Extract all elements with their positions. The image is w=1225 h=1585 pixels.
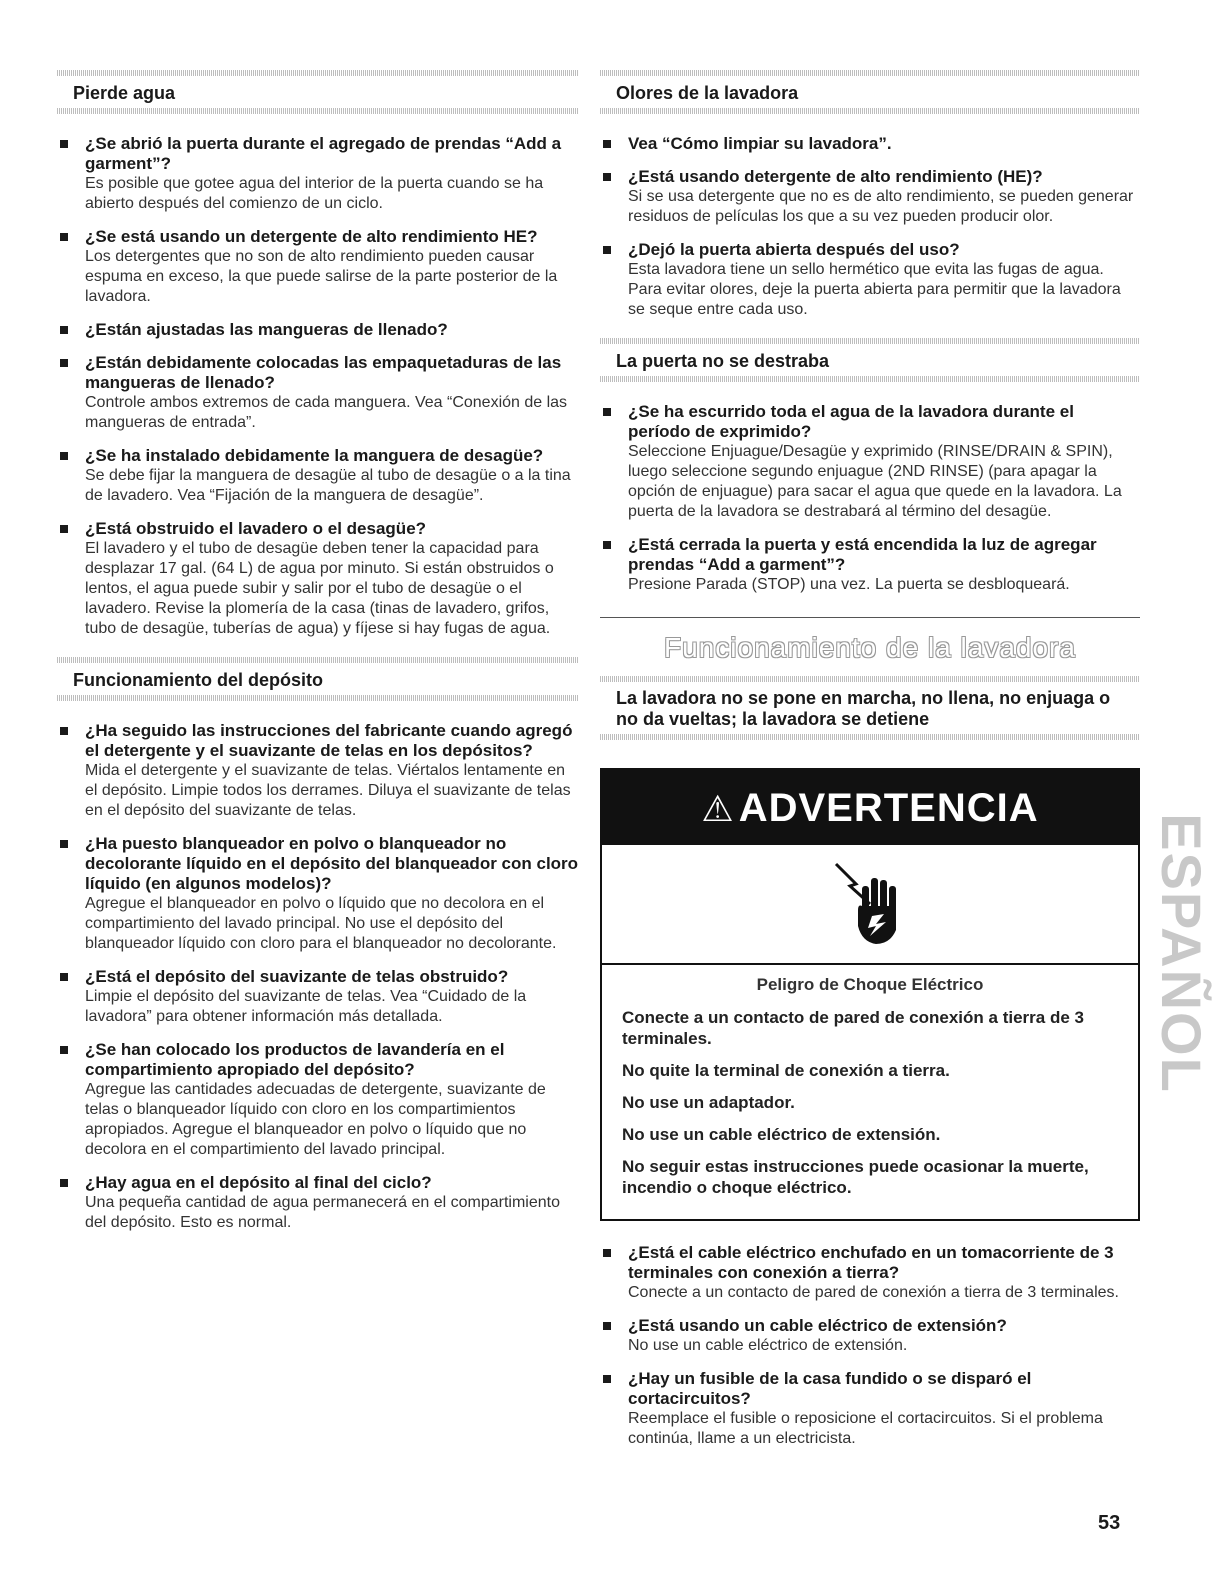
- square-bullet-icon: [603, 408, 611, 416]
- warning-line: No use un cable eléctrico de extensión.: [622, 1125, 941, 1144]
- warning-body: [602, 965, 1138, 1219]
- section-title: Funcionamiento del depósito: [73, 670, 324, 690]
- question-text: ¿Está usando un cable eléctrico de extensión?: [628, 1316, 1007, 1335]
- answer-text: Si se usa detergente que no es de alto rendimiento, se pueden generar residuos de películas los que a su vez pueden producir olor.: [628, 188, 1134, 225]
- square-bullet-icon: [60, 233, 68, 241]
- square-bullet-icon: [60, 1046, 68, 1054]
- square-bullet-icon: [603, 1249, 611, 1257]
- question-text: ¿Están ajustadas las mangueras de llenado?: [85, 320, 448, 339]
- section-title: La lavadora no se pone en marcha, no llena, no enjuaga o no da vueltas; la lavadora se detiene: [616, 688, 1111, 729]
- list-item: [57, 446, 579, 506]
- warning-triangle-icon: ⚠: [701, 788, 735, 829]
- answer-text: Una pequeña cantidad de agua permanecerá en el compartimiento del depósito. Esto es normal.: [85, 1194, 560, 1231]
- list-item: [600, 402, 1140, 522]
- question-list: [600, 1243, 1140, 1449]
- dotted-rule: [57, 108, 579, 114]
- square-bullet-icon: [60, 973, 68, 981]
- question-text: ¿Está obstruido el lavadero o el desagüe?: [85, 519, 427, 538]
- dotted-rule: [600, 734, 1140, 740]
- list-item: [57, 134, 579, 214]
- answer-text: Los detergentes que no son de alto rendimiento pueden causar espuma en exceso, la que puede salirse de la parte posterior de la lavadora.: [85, 248, 558, 305]
- warning-box: [600, 768, 1140, 1221]
- right-column: [600, 70, 1140, 1467]
- electric-shock-hand-icon: [830, 856, 910, 952]
- square-bullet-icon: [60, 1179, 68, 1187]
- warning-icon-row: [602, 845, 1138, 965]
- answer-text: Presione Parada (STOP) una vez. La puerta se desbloqueará.: [628, 576, 1070, 593]
- square-bullet-icon: [603, 1322, 611, 1330]
- list-item: [57, 1173, 579, 1233]
- question-text: ¿Ha puesto blanqueador en polvo o blanqueador no decolorante líquido en el depósito del blanqueador con cloro líquido (en algunos modelos)?: [85, 834, 579, 893]
- question-list: [600, 402, 1140, 595]
- answer-text: Agregue el blanqueador en polvo o líquido que no decolora en el compartimiento del lavado principal. No use el depósito del blanqueador líquido con cloro para el blanqueador no decolorante.: [85, 895, 557, 952]
- answer-text: Agregue las cantidades adecuadas de detergente, suavizante de telas o blanqueador líquido con cloro en los compartimientos apropiados. Agregue el blanqueador en polvo o líquido que no decolora en el compartimiento del lavado principal.: [85, 1081, 546, 1158]
- list-item: [600, 1316, 1140, 1356]
- list-item: [600, 167, 1140, 227]
- section-header-dispenser: [57, 657, 579, 701]
- list-item: [600, 134, 1140, 154]
- answer-text: Seleccione Enjuague/Desagüe y exprimido (RINSE/DRAIN & SPIN), luego seleccione segundo enjuague (2ND RINSE) (para apagar la opción de enjuague) para sacar el agua que quede en la lavadora. La puerta de la lavadora se destrabará al término del desagüe.: [628, 443, 1122, 520]
- square-bullet-icon: [60, 840, 68, 848]
- warning-banner-text: ADVERTENCIA: [738, 786, 1039, 830]
- warning-line: No seguir estas instrucciones puede ocasionar la muerte, incendio o choque eléctrico.: [622, 1157, 1089, 1197]
- section-header-washer: [600, 676, 1140, 740]
- square-bullet-icon: [60, 525, 68, 533]
- answer-text: Limpie el depósito del suavizante de telas. Vea “Cuidado de la lavadora” para obtener información más detallada.: [85, 988, 527, 1025]
- question-list: [600, 134, 1140, 320]
- question-text: ¿Hay un fusible de la casa fundido o se disparó el cortacircuitos?: [628, 1369, 1032, 1408]
- question-list: [57, 134, 579, 639]
- list-item: [600, 1369, 1140, 1449]
- answer-text: Esta lavadora tiene un sello hermético que evita las fugas de agua. Para evitar olores, deje la puerta abierta para permitir que la lavadora se seque entre cada uso.: [628, 261, 1121, 318]
- question-text: ¿Se ha instalado debidamente la manguera de desagüe?: [85, 446, 544, 465]
- question-text: ¿Dejó la puerta abierta después del uso?: [628, 240, 960, 259]
- answer-text: El lavadero y el tubo de desagüe deben tener la capacidad para desplazar 17 gal. (64 L) de agua por minuto. Si están obstruidos o lentos, el agua puede subir y salir por el tubo de desagüe o el lavadero. Revise la plomería de la casa (tinas de lavadero, grifos, tubo de desagüe, tuberías de agua) y fíjese si hay fugas de agua.: [85, 540, 554, 637]
- question-list: [57, 721, 579, 1233]
- answer-text: Se debe fijar la manguera de desagüe al tubo de desagüe o a la tina de lavadero. Vea “Fijación de la manguera de desagüe”.: [85, 467, 571, 504]
- warning-line: No quite la terminal de conexión a tierra.: [622, 1061, 950, 1080]
- list-item: [57, 519, 579, 639]
- square-bullet-icon: [60, 140, 68, 148]
- question-text: ¿Se está usando un detergente de alto rendimiento HE?: [85, 227, 538, 246]
- section-header-leaking: [57, 70, 579, 114]
- square-bullet-icon: [60, 359, 68, 367]
- dotted-rule: [600, 376, 1140, 382]
- question-text: ¿Están debidamente colocadas las empaquetaduras de las mangueras de llenado?: [85, 353, 562, 392]
- list-item: [600, 1243, 1140, 1303]
- warning-banner: [602, 770, 1138, 845]
- question-text: ¿Ha seguido las instrucciones del fabricante cuando agregó el detergente y el suavizante de telas en los depósitos?: [85, 721, 573, 760]
- question-text: ¿Se han colocado los productos de lavandería en el compartimiento apropiado del depósito?: [85, 1040, 505, 1079]
- question-text: ¿Está el cable eléctrico enchufado en un tomacorriente de 3 terminales con conexión a tierra?: [628, 1243, 1114, 1282]
- answer-text: Reemplace el fusible o reposicione el cortacircuitos. Si el problema continúa, llame a un electricista.: [628, 1410, 1103, 1447]
- answer-text: Controle ambos extremos de cada manguera. Vea “Conexión de las mangueras de entrada”.: [85, 394, 568, 431]
- left-column: [57, 70, 579, 1251]
- warning-subtitle: Peligro de Choque Eléctrico: [756, 975, 984, 994]
- square-bullet-icon: [60, 452, 68, 460]
- dotted-rule: [600, 108, 1140, 114]
- list-item: [57, 353, 579, 433]
- question-text: ¿Está usando detergente de alto rendimiento (HE)?: [628, 167, 1043, 186]
- warning-line: No use un adaptador.: [622, 1093, 795, 1112]
- square-bullet-icon: [60, 727, 68, 735]
- section-header-door: [600, 338, 1140, 382]
- list-item: [57, 834, 579, 954]
- answer-text: Es posible que gotee agua del interior de la puerta cuando se ha abierto después del comienzo de un ciclo.: [85, 175, 544, 212]
- dotted-rule: [57, 695, 579, 701]
- list-item: [57, 227, 579, 307]
- section-header-odors: [600, 70, 1140, 114]
- section-title: La puerta no se destraba: [616, 351, 830, 371]
- question-text: ¿Se abrió la puerta durante el agregado de prendas “Add a garment”?: [85, 134, 562, 173]
- section-title: Pierde agua: [73, 83, 176, 103]
- list-item: [57, 967, 579, 1027]
- square-bullet-icon: [603, 140, 611, 148]
- chapter-heading: Funcionamiento de la lavadora: [600, 617, 1140, 664]
- list-item: [57, 1040, 579, 1160]
- square-bullet-icon: [603, 246, 611, 254]
- question-text: ¿Hay agua en el depósito al final del ciclo?: [85, 1173, 432, 1192]
- question-text: ¿Está el depósito del suavizante de telas obstruido?: [85, 967, 509, 986]
- list-item: [600, 240, 1140, 320]
- section-title: Olores de la lavadora: [616, 83, 799, 103]
- warning-line: Conecte a un contacto de pared de conexión a tierra de 3 terminales.: [622, 1008, 1084, 1048]
- square-bullet-icon: [60, 326, 68, 334]
- list-item: [57, 320, 579, 340]
- question-text: ¿Se ha escurrido toda el agua de la lavadora durante el período de exprimido?: [628, 402, 1074, 441]
- answer-text: Conecte a un contacto de pared de conexión a tierra de 3 terminales.: [628, 1284, 1119, 1301]
- question-text: Vea “Cómo limpiar su lavadora”.: [628, 134, 892, 153]
- answer-text: No use un cable eléctrico de extensión.: [628, 1337, 908, 1354]
- question-text: ¿Está cerrada la puerta y está encendida la luz de agregar prendas “Add a garment”?: [628, 535, 1097, 574]
- list-item: [600, 535, 1140, 595]
- square-bullet-icon: [603, 541, 611, 549]
- square-bullet-icon: [603, 1375, 611, 1383]
- page-number: 53: [1098, 1512, 1121, 1534]
- answer-text: Mida el detergente y el suavizante de telas. Viértalos lentamente en el depósito. Limpie todos los derrames. Diluya el suavizante de telas en el depósito del suavizante de telas.: [85, 762, 571, 819]
- language-side-tab: [1149, 812, 1213, 1094]
- square-bullet-icon: [603, 173, 611, 181]
- language-label: ESPAÑOL: [1149, 812, 1213, 1094]
- list-item: [57, 721, 579, 821]
